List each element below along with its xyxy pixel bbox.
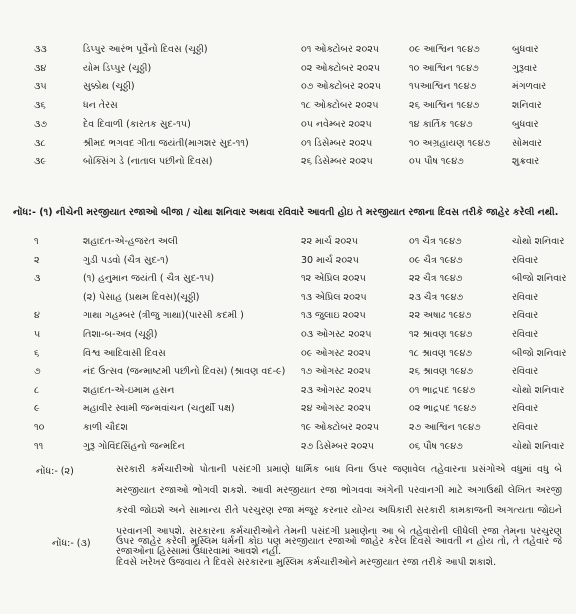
holiday-saka-date: ૨૨ ચૈત્ર ૧૯૪૭ bbox=[409, 273, 463, 285]
holiday-name: નંદ ઉત્સવ (જન્માષ્ટમી પછીનો દિવસ) (શ્રાવણ વદ-૯) bbox=[83, 366, 286, 378]
holiday-saka-date: ૨૬ આશ્વિન ૧૯૪૭ bbox=[409, 100, 480, 112]
table-row bbox=[0, 61, 576, 77]
holiday-saka-date: ૨૩ ચૈત્ર ૧૯૪૭ bbox=[409, 291, 464, 303]
table-row bbox=[0, 234, 576, 250]
holiday-number: ૩૩ bbox=[34, 44, 47, 55]
holiday-name: ગાથા ગહમ્બર (ત્રીજુ ગાથા)(પારસી કદમી ) bbox=[83, 310, 244, 322]
holiday-date: ૧૨ એપ્રિલ ૨૦૨૫ bbox=[301, 273, 366, 285]
holiday-name: સુક્કોથ (ચૂઠ્ઠી) bbox=[83, 81, 135, 93]
table-row bbox=[0, 327, 576, 343]
holiday-number: ૩ bbox=[34, 273, 41, 285]
holiday-name: યોમ ડિપ્પુર (ચૂઠ્ઠી) bbox=[83, 62, 152, 74]
holiday-number: ૩૭ bbox=[34, 118, 47, 130]
holiday-saka-date: ૧૦ અગ્રહાયણ ૧૯૪૭ bbox=[409, 137, 491, 149]
holiday-saka-date: ૨૬ શ્રાવણ ૧૯૪૭ bbox=[409, 366, 473, 378]
holiday-date: ૧૭ ઓગસ્ટ ૨૦૨૫ bbox=[301, 366, 371, 378]
table-row bbox=[0, 383, 576, 399]
holiday-number: ૪ bbox=[34, 310, 40, 322]
holiday-number: ૧૦ bbox=[34, 422, 45, 433]
holiday-saka-date: ૧૨ શ્રાવણ ૧૯૪૭ bbox=[409, 329, 473, 340]
holiday-saka-date: ૧૪ કાર્તિક ૧૯૪૭ bbox=[409, 118, 473, 130]
holiday-date: ૧૯ ઓક્ટોબર ૨૦૨૫ bbox=[301, 422, 379, 433]
holiday-date: ૧૩ જુલાઇ ૨૦૨૫ bbox=[301, 310, 366, 322]
holiday-number: ૧૧ bbox=[34, 440, 44, 452]
table-row bbox=[0, 253, 576, 269]
holiday-saka-date: ૦૯ આશ્વિન ૧૯૪૭ bbox=[409, 44, 480, 55]
holiday-weekday: બીજો શનિવાર bbox=[512, 347, 567, 359]
holiday-number: ૫ bbox=[34, 329, 41, 340]
holiday-weekday: રવિવાર bbox=[512, 403, 539, 415]
note-3-text: ઉપર જાહેર કરેલી મુસ્લિમ ધર્મની કોઇ પણ મરજીયાત રજાઓ જાહેર કરેલ દિવસે આવતી ન હોય તો, તે તહેવાર જે દિવસે ખરેખર ઉજવાય તે દિવસે સરકારના મુસ્લિમ કર્મચારીઓને મરજીયાત રજા તરીકે આપી શકાશે. bbox=[116, 536, 562, 568]
holiday-weekday: ચોથો શનિવાર bbox=[512, 384, 565, 396]
holiday-saka-date: ૦૨ ભાદ્રપદ ૧૯૪૭ bbox=[409, 403, 477, 415]
holiday-weekday: બીજો શનિવાર bbox=[512, 273, 567, 285]
holiday-number: ૩૯ bbox=[34, 156, 46, 168]
holiday-saka-date: ૨૨ અષાઢ ૧૯૪૭ bbox=[409, 310, 472, 322]
holiday-date: ૦૭ ઓક્ટોબર ૨૦૨૫ bbox=[301, 81, 381, 93]
holiday-number: ૩૬ bbox=[34, 100, 46, 112]
note-2-label: નોંધ:- (૨) bbox=[36, 466, 74, 477]
table-row bbox=[0, 290, 576, 306]
holiday-saka-date: ૧૫આશ્વિન ૧૯૪૭ bbox=[409, 81, 477, 93]
holiday-saka-date: ૦૫ પૌષ ૧૯૪૭ bbox=[409, 156, 464, 168]
table-row bbox=[0, 271, 576, 287]
holiday-weekday: રવિવાર bbox=[512, 310, 539, 322]
holiday-name: ગુડી પડવો (ચૈત્ર સુદ-૧) bbox=[83, 254, 169, 266]
holiday-number: ૭ bbox=[34, 366, 41, 378]
holiday-name: શ્રીમદ ભગવદ ગીતા જયંતી(માગશર સુદ-૧૧) bbox=[83, 137, 249, 149]
holiday-weekday: ચોથો શનિવાર bbox=[512, 440, 565, 452]
holiday-weekday: રવિવાર bbox=[512, 422, 539, 433]
holiday-weekday: રવિવાર bbox=[512, 254, 539, 266]
holiday-name: ગુરૂ ગોવિંદસિંહનો જન્મદિન bbox=[83, 440, 185, 452]
holiday-name: દેવ દિવાળી (કારતક સુદ-૧૫) bbox=[83, 118, 191, 130]
holiday-weekday: રવિવાર bbox=[512, 366, 539, 378]
holiday-date: ૦૯ ઓગસ્ટ ૨૦૨૫ bbox=[301, 347, 371, 359]
holiday-name: તિશા-બ-અવ (ચૂઠ્ઠી) bbox=[83, 329, 158, 340]
holiday-weekday: સોમવાર bbox=[512, 137, 542, 149]
table-row bbox=[0, 364, 576, 380]
holiday-saka-date: ૦૧ ચૈત્ર ૧૯૪૭ bbox=[409, 236, 462, 247]
holiday-date: ૧૮ ઓક્ટોબર ૨૦૨૫ bbox=[301, 100, 379, 112]
holiday-saka-date: ૦૬ પૌષ ૧૯૪૭ bbox=[409, 440, 463, 452]
holiday-saka-date: ૨૭ આશ્વિન ૧૯૪૭ bbox=[409, 422, 481, 433]
holiday-saka-date: ૧૦ આશ્વિન ૧૯૪૭ bbox=[409, 62, 479, 74]
holiday-date: ૨૨ માર્ચ ૨૦૨૫ bbox=[301, 236, 358, 247]
holiday-weekday: બુધવાર bbox=[512, 44, 539, 55]
note-1: નોંધ:- (૧) નીચેની મરજીયાત રજાઓ બીજા / ચોથા શનિવાર અથવા રવિવારે આવતી હોઇ તે મરજીયાત રજાના દિવસ તરીકે જાહેર કરેલી નથી. bbox=[13, 207, 559, 218]
holiday-saka-date: ૦૯ ચૈત્ર ૧૯૪૭ bbox=[409, 254, 463, 266]
table-row bbox=[0, 439, 576, 455]
holiday-date: ૨૩ ઓગસ્ટ ૨૦૨૫ bbox=[301, 384, 372, 396]
table-row bbox=[0, 420, 576, 436]
holiday-number: ૩૮ bbox=[34, 137, 46, 149]
holiday-date: ૧૩ એપ્રિલ ૨૦૨૫ bbox=[301, 291, 367, 303]
holiday-name: ધન તેરસ bbox=[83, 100, 118, 112]
table-row bbox=[0, 42, 576, 58]
holiday-date: ૦૨ ઓક્ટોબર ૨૦૨૫ bbox=[301, 62, 380, 74]
holiday-number: ૮ bbox=[34, 384, 40, 396]
table-row bbox=[0, 154, 576, 170]
holiday-weekday: શુક્રવાર bbox=[512, 156, 540, 168]
holiday-name: (૨) પેસાહ (પ્રથમ દિવસ)(ચૂઠ્ઠી) bbox=[83, 291, 200, 303]
table-row bbox=[0, 79, 576, 95]
holiday-name: શહાદત-એ-હજરત અલી bbox=[83, 236, 178, 247]
holiday-number: ૧ bbox=[34, 236, 39, 247]
table-row bbox=[0, 401, 576, 417]
holiday-number: ૨ bbox=[34, 254, 40, 266]
holiday-date: ૦૧ ઓક્ટોબર ૨૦૨૫ bbox=[301, 44, 380, 55]
note-2-text: સરકારી કર્મચારીઓ પોતાની પસંદગી પ્રમાણે ધાર્મિક બાધ વિના ઉપર જણાવેલ તહેવારના પ્રસંગોએ વધુમાં વધુ બે મરજીયાત રજાઓ ભોગવી શકશે. આવી મરજીયાત રજા ભોગવવા અંગેની પરવાનગી માટે અગાઉથી લેખિત અરજી કરવી જોઇશે અને સામાન્ય રીતે પરચુરણ રજા મંજૂર કરનાર યોગ્ય અધિકારી સરકારી કામકાજની અગત્યતા જોઇને પરવાનગી આપશે. સરકારના કર્મચારીઓને તેમની પસંદગી પ્રમાણેના આ બે તહેવારોની લીધેલી રજા તેમના પરચુરણ રજાઓના હિસ્સામાં ઉધારવામાં આવશે નહીં. bbox=[116, 464, 562, 557]
holiday-saka-date: ૦૧ ભાદ્રપદ ૧૯૪૭ bbox=[409, 384, 476, 396]
holiday-date: 30 માર્ચ ૨૦૨૫ bbox=[301, 254, 359, 266]
holiday-number: ૩૪ bbox=[34, 62, 47, 74]
holiday-date: ૨૬ ડિસેમ્બર ૨૦૨૫ bbox=[301, 156, 373, 168]
holiday-date: ૦૧ ડિસેમ્બર ૨૦૨૫ bbox=[301, 137, 373, 149]
holiday-name: શહાદત-એ-ઇમામ હસન bbox=[83, 384, 175, 396]
holiday-name: મહાવીર સ્વામી જન્મવાંચન (ચતુર્થી પક્ષ) bbox=[83, 403, 235, 415]
holiday-name: કાળી ચૌદશ bbox=[83, 422, 128, 433]
holiday-weekday: રવિવાર bbox=[512, 291, 539, 303]
holiday-weekday: શનિવાર bbox=[512, 100, 542, 112]
note-3-label: નોંધ:- (૩) bbox=[52, 538, 91, 549]
holiday-name: વિશ્વ આદિવાસી દિવસ bbox=[83, 347, 166, 359]
holiday-saka-date: ૧૮ શ્રાવણ ૧૯૪૭ bbox=[409, 347, 472, 359]
holiday-name: બોક્સિંગ ડે (નાતાલ પછીનો દિવસ) bbox=[83, 156, 213, 168]
holiday-number: ૯ bbox=[34, 403, 40, 415]
holiday-weekday: રવિવાર bbox=[512, 329, 539, 340]
holiday-weekday: ગુરૂવાર bbox=[512, 62, 538, 74]
table-row bbox=[0, 346, 576, 362]
holiday-date: ૦૫ નવેમ્બર ૨૦૨૫ bbox=[301, 118, 372, 130]
holiday-date: ૨૭ ડિસેમ્બર ૨૦૨૫ bbox=[301, 440, 375, 452]
table-row bbox=[0, 117, 576, 133]
table-row bbox=[0, 308, 576, 324]
holiday-name: (૧) હનુમાન જયંતી ( ચૈત્ર સુદ-૧૫) bbox=[83, 273, 215, 285]
holiday-date: ૨૪ ઓગસ્ટ ૨૦૨૫ bbox=[301, 403, 371, 415]
holiday-number: ૬ bbox=[34, 347, 40, 359]
holiday-weekday: ચોથો શનિવાર bbox=[512, 236, 565, 247]
holiday-date: ૦૩ ઓગસ્ટ ૨૦૨૫ bbox=[301, 329, 372, 340]
table-row bbox=[0, 98, 576, 114]
holiday-weekday: બુધવાર bbox=[512, 118, 539, 130]
table-row bbox=[0, 136, 576, 152]
holiday-weekday: મંગળવાર bbox=[512, 81, 547, 93]
holiday-number: ૩૫ bbox=[34, 81, 47, 93]
holiday-name: ડિપ્પુર આરંભ પૂર્વેનો દિવસ (ચૂઠ્ઠી) bbox=[83, 44, 208, 55]
